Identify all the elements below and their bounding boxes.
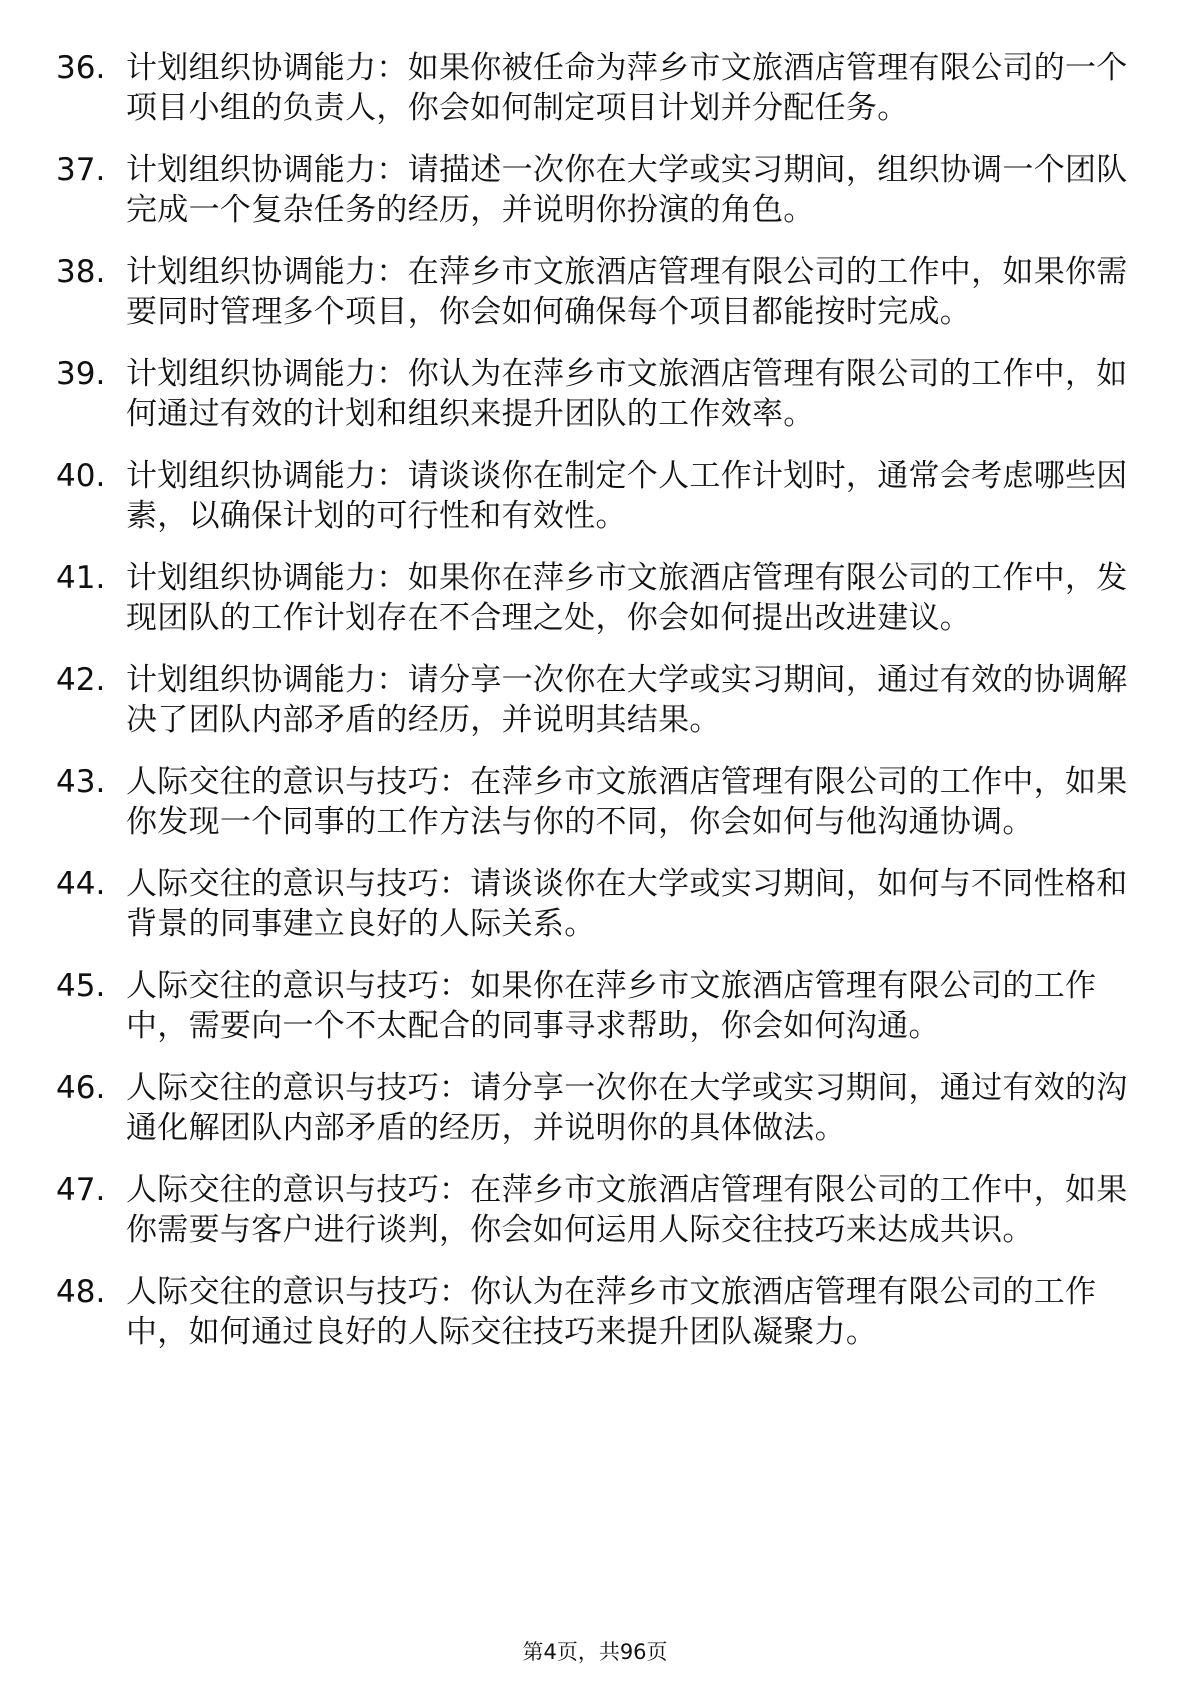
- question-number: 38.: [56, 254, 106, 290]
- question-item: [56, 150, 1136, 230]
- question-number: 48.: [56, 1274, 106, 1310]
- question-text: 人际交往的意识与技巧：请谈谈你在大学或实习期间，如何与不同性格和背景的同事建立良好的人际关系。: [126, 866, 1128, 942]
- question-text: 人际交往的意识与技巧：在萍乡市文旅酒店管理有限公司的工作中，如果你需要与客户进行谈判，你会如何运用人际交往技巧来达成共识。: [126, 1172, 1128, 1248]
- question-number: 42.: [56, 662, 106, 698]
- question-item: [56, 252, 1136, 332]
- question-text: 人际交往的意识与技巧：请分享一次你在大学或实习期间，通过有效的沟通化解团队内部矛盾的经历，并说明你的具体做法。: [126, 1070, 1128, 1146]
- question-text: 计划组织协调能力：请描述一次你在大学或实习期间，组织协调一个团队完成一个复杂任务的经历，并说明你扮演的角色。: [126, 152, 1128, 228]
- question-number: 37.: [56, 152, 106, 188]
- question-item: [56, 762, 1136, 842]
- question-number: 40.: [56, 458, 106, 494]
- question-item: [56, 48, 1136, 128]
- question-number: 36.: [56, 50, 106, 86]
- question-number: 44.: [56, 866, 106, 902]
- question-number: 45.: [56, 968, 106, 1004]
- question-item: [56, 660, 1136, 740]
- question-text: 计划组织协调能力：在萍乡市文旅酒店管理有限公司的工作中，如果你需要同时管理多个项目，你会如何确保每个项目都能按时完成。: [126, 254, 1128, 330]
- question-item: [56, 864, 1136, 944]
- question-list: [56, 48, 1136, 1374]
- question-item: [56, 1170, 1136, 1250]
- page-footer: 第4页，共96页: [522, 1640, 668, 1664]
- question-number: 39.: [56, 356, 106, 392]
- question-item: [56, 1068, 1136, 1148]
- question-text: 人际交往的意识与技巧：如果你在萍乡市文旅酒店管理有限公司的工作中，需要向一个不太配合的同事寻求帮助，你会如何沟通。: [126, 968, 1097, 1044]
- question-text: 计划组织协调能力：你认为在萍乡市文旅酒店管理有限公司的工作中，如何通过有效的计划和组织来提升团队的工作效率。: [126, 356, 1128, 432]
- question-item: [56, 456, 1136, 536]
- question-text: 人际交往的意识与技巧：你认为在萍乡市文旅酒店管理有限公司的工作中，如何通过良好的人际交往技巧来提升团队凝聚力。: [126, 1274, 1097, 1350]
- question-item: [56, 966, 1136, 1046]
- question-number: 47.: [56, 1172, 106, 1208]
- question-item: [56, 1272, 1136, 1352]
- question-text: 计划组织协调能力：如果你在萍乡市文旅酒店管理有限公司的工作中，发现团队的工作计划存在不合理之处，你会如何提出改进建议。: [126, 560, 1128, 636]
- question-text: 人际交往的意识与技巧：在萍乡市文旅酒店管理有限公司的工作中，如果你发现一个同事的工作方法与你的不同，你会如何与他沟通协调。: [126, 764, 1128, 840]
- question-number: 46.: [56, 1070, 106, 1106]
- question-number: 41.: [56, 560, 106, 596]
- question-text: 计划组织协调能力：如果你被任命为萍乡市文旅酒店管理有限公司的一个项目小组的负责人，你会如何制定项目计划并分配任务。: [126, 50, 1128, 126]
- question-text: 计划组织协调能力：请谈谈你在制定个人工作计划时，通常会考虑哪些因素，以确保计划的可行性和有效性。: [126, 458, 1128, 534]
- question-number: 43.: [56, 764, 106, 800]
- question-text: 计划组织协调能力：请分享一次你在大学或实习期间，通过有效的协调解决了团队内部矛盾的经历，并说明其结果。: [126, 662, 1128, 738]
- question-item: [56, 354, 1136, 434]
- question-item: [56, 558, 1136, 638]
